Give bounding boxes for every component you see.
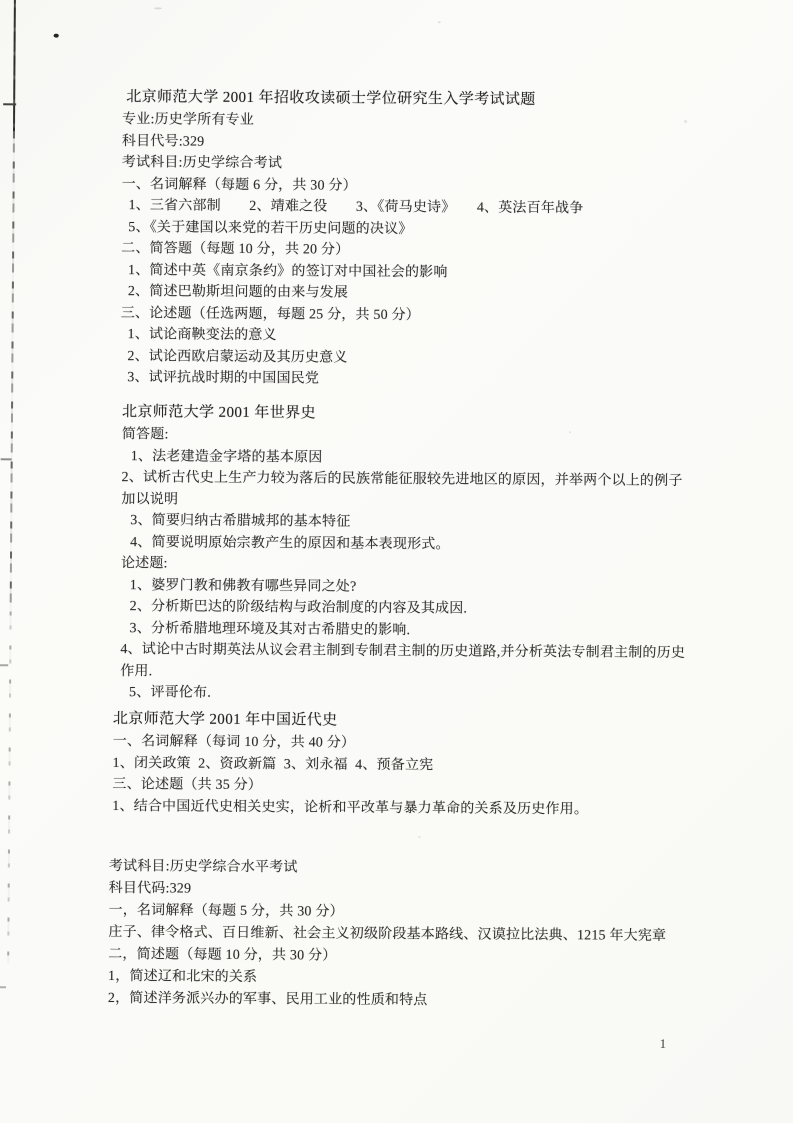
text-line: 1、结合中国近代史相关史实，论析和平改革与暴力革命的关系及历史作用。	[112, 798, 589, 817]
text-line: 2、试析古代史上生产力较为落后的民族常能征服较先进地区的原因，并举两个以上的例子	[121, 470, 683, 489]
text-line: 2、试论西欧启蒙运动及其历史意义	[127, 348, 348, 366]
text-line: 二、简答题（每题 10 分，共 20 分）	[121, 241, 350, 258]
text-line: 4、试论中古时期英法从议会君主制到专制君主制的历史道路,并分析英法专制君主制的历史	[120, 642, 686, 662]
exam-section-comprehensive	[120, 85, 584, 392]
text-line: 二，简述题（每题 10 分，共 30 分）	[108, 947, 337, 964]
page-number: 1	[659, 1035, 667, 1051]
ink-dot	[53, 33, 59, 38]
text-line: 1、三省六部制 2、靖难之役 3、《荷马史诗》 4、英法百年战争	[128, 198, 584, 217]
section-heading: 北京师范大学 2001 年中国近代史	[112, 711, 338, 729]
text-line: 论述题:	[120, 556, 168, 572]
text-line: 三、论述题（共 35 分）	[112, 777, 263, 794]
text-line: 简答题:	[121, 427, 169, 443]
text-line: 1，简述辽和北宋的关系	[108, 969, 258, 986]
text-line: 2、简述巴勒斯坦问题的由来与发展	[127, 284, 349, 301]
section-heading: 北京师范大学 2001 年世界史	[121, 404, 316, 422]
section-lines	[112, 731, 588, 820]
text-line: 5、《关于建国以来党的若干历史问题的决议》	[128, 219, 413, 237]
section-lines	[108, 856, 667, 1014]
text-line: 庄子、律令格式、百日维新、社会主义初级阶段基本路线、汉谟拉比法典、1215 年大宪章	[108, 925, 667, 944]
text-line: 4、简要说明原始宗教产生的原因和基本表现形式。	[130, 534, 450, 552]
text-line: 1、闭关政策 2、资政新篇 3、刘永福 4、预备立宪	[112, 755, 434, 773]
text-line: 考试科目:历史学综合水平考试	[108, 859, 298, 876]
scan-tick	[1, 458, 12, 460]
text-line: 加以说明	[121, 491, 179, 507]
text-line: 一、名词解释（每词 10 分，共 40 分）	[112, 734, 356, 751]
text-line: 一，名词解释（每题 5 分，共 30 分）	[108, 903, 344, 920]
scan-speck	[438, 21, 441, 23]
scan-tick	[0, 664, 8, 666]
text-line: 作用.	[120, 663, 153, 679]
text-line: 3、试评抗战时期的中国国民党	[127, 370, 320, 387]
exam-title: 北京师范大学 2001 年招收攻读硕士学位研究生入学考试试题	[126, 89, 536, 108]
exam-section-proficiency-test	[108, 856, 667, 1014]
text-line: 1、法老建造金字塔的基本原因	[130, 448, 323, 465]
text-line: 考试科目:历史学综合考试	[121, 155, 283, 172]
text-line: 3、分析希腊地理环境及其对古希腊史的影响.	[129, 620, 411, 638]
scan-speck	[418, 836, 421, 838]
scan-speck	[684, 120, 687, 123]
section-lines	[120, 424, 687, 707]
text-line: 1、婆罗门教和佛教有哪些异同之处?	[129, 577, 357, 595]
text-line: 2，简述洋务派兴办的军事、民用工业的性质和特点	[107, 990, 428, 1009]
scan-edge-line-top	[13, 0, 16, 131]
exam-section-modern-chinese-history	[112, 707, 589, 820]
scan-speck	[154, 7, 162, 9]
scan-tick	[0, 986, 6, 988]
scan-edge-line-middle	[10, 131, 15, 611]
text-line: 一、名词解释（每题 6 分，共 30 分）	[121, 176, 357, 194]
text-line: 1、简述中英《南京条约》的签订对中国社会的影响	[127, 262, 448, 280]
text-line: 1、试论商鞅变法的意义	[127, 327, 277, 344]
text-line: 科目代号:329	[121, 133, 205, 150]
text-line: 2、分析斯巴达的阶级结构与政治制度的内容及其成因.	[129, 599, 468, 617]
exam-section-world-history	[120, 400, 687, 707]
text-line: 5、评哥伦布.	[129, 685, 212, 701]
section-lines	[120, 109, 584, 392]
text-line: 3、简要归纳古希腊城邦的基本特征	[130, 513, 351, 530]
text-line: 专业:历史学所有专业	[122, 112, 255, 128]
text-line: 科目代码:329	[108, 881, 192, 897]
scan-tick	[3, 103, 16, 105]
text-line: 三、论述题（任选两题，每题 25 分，共 50 分）	[120, 305, 420, 323]
